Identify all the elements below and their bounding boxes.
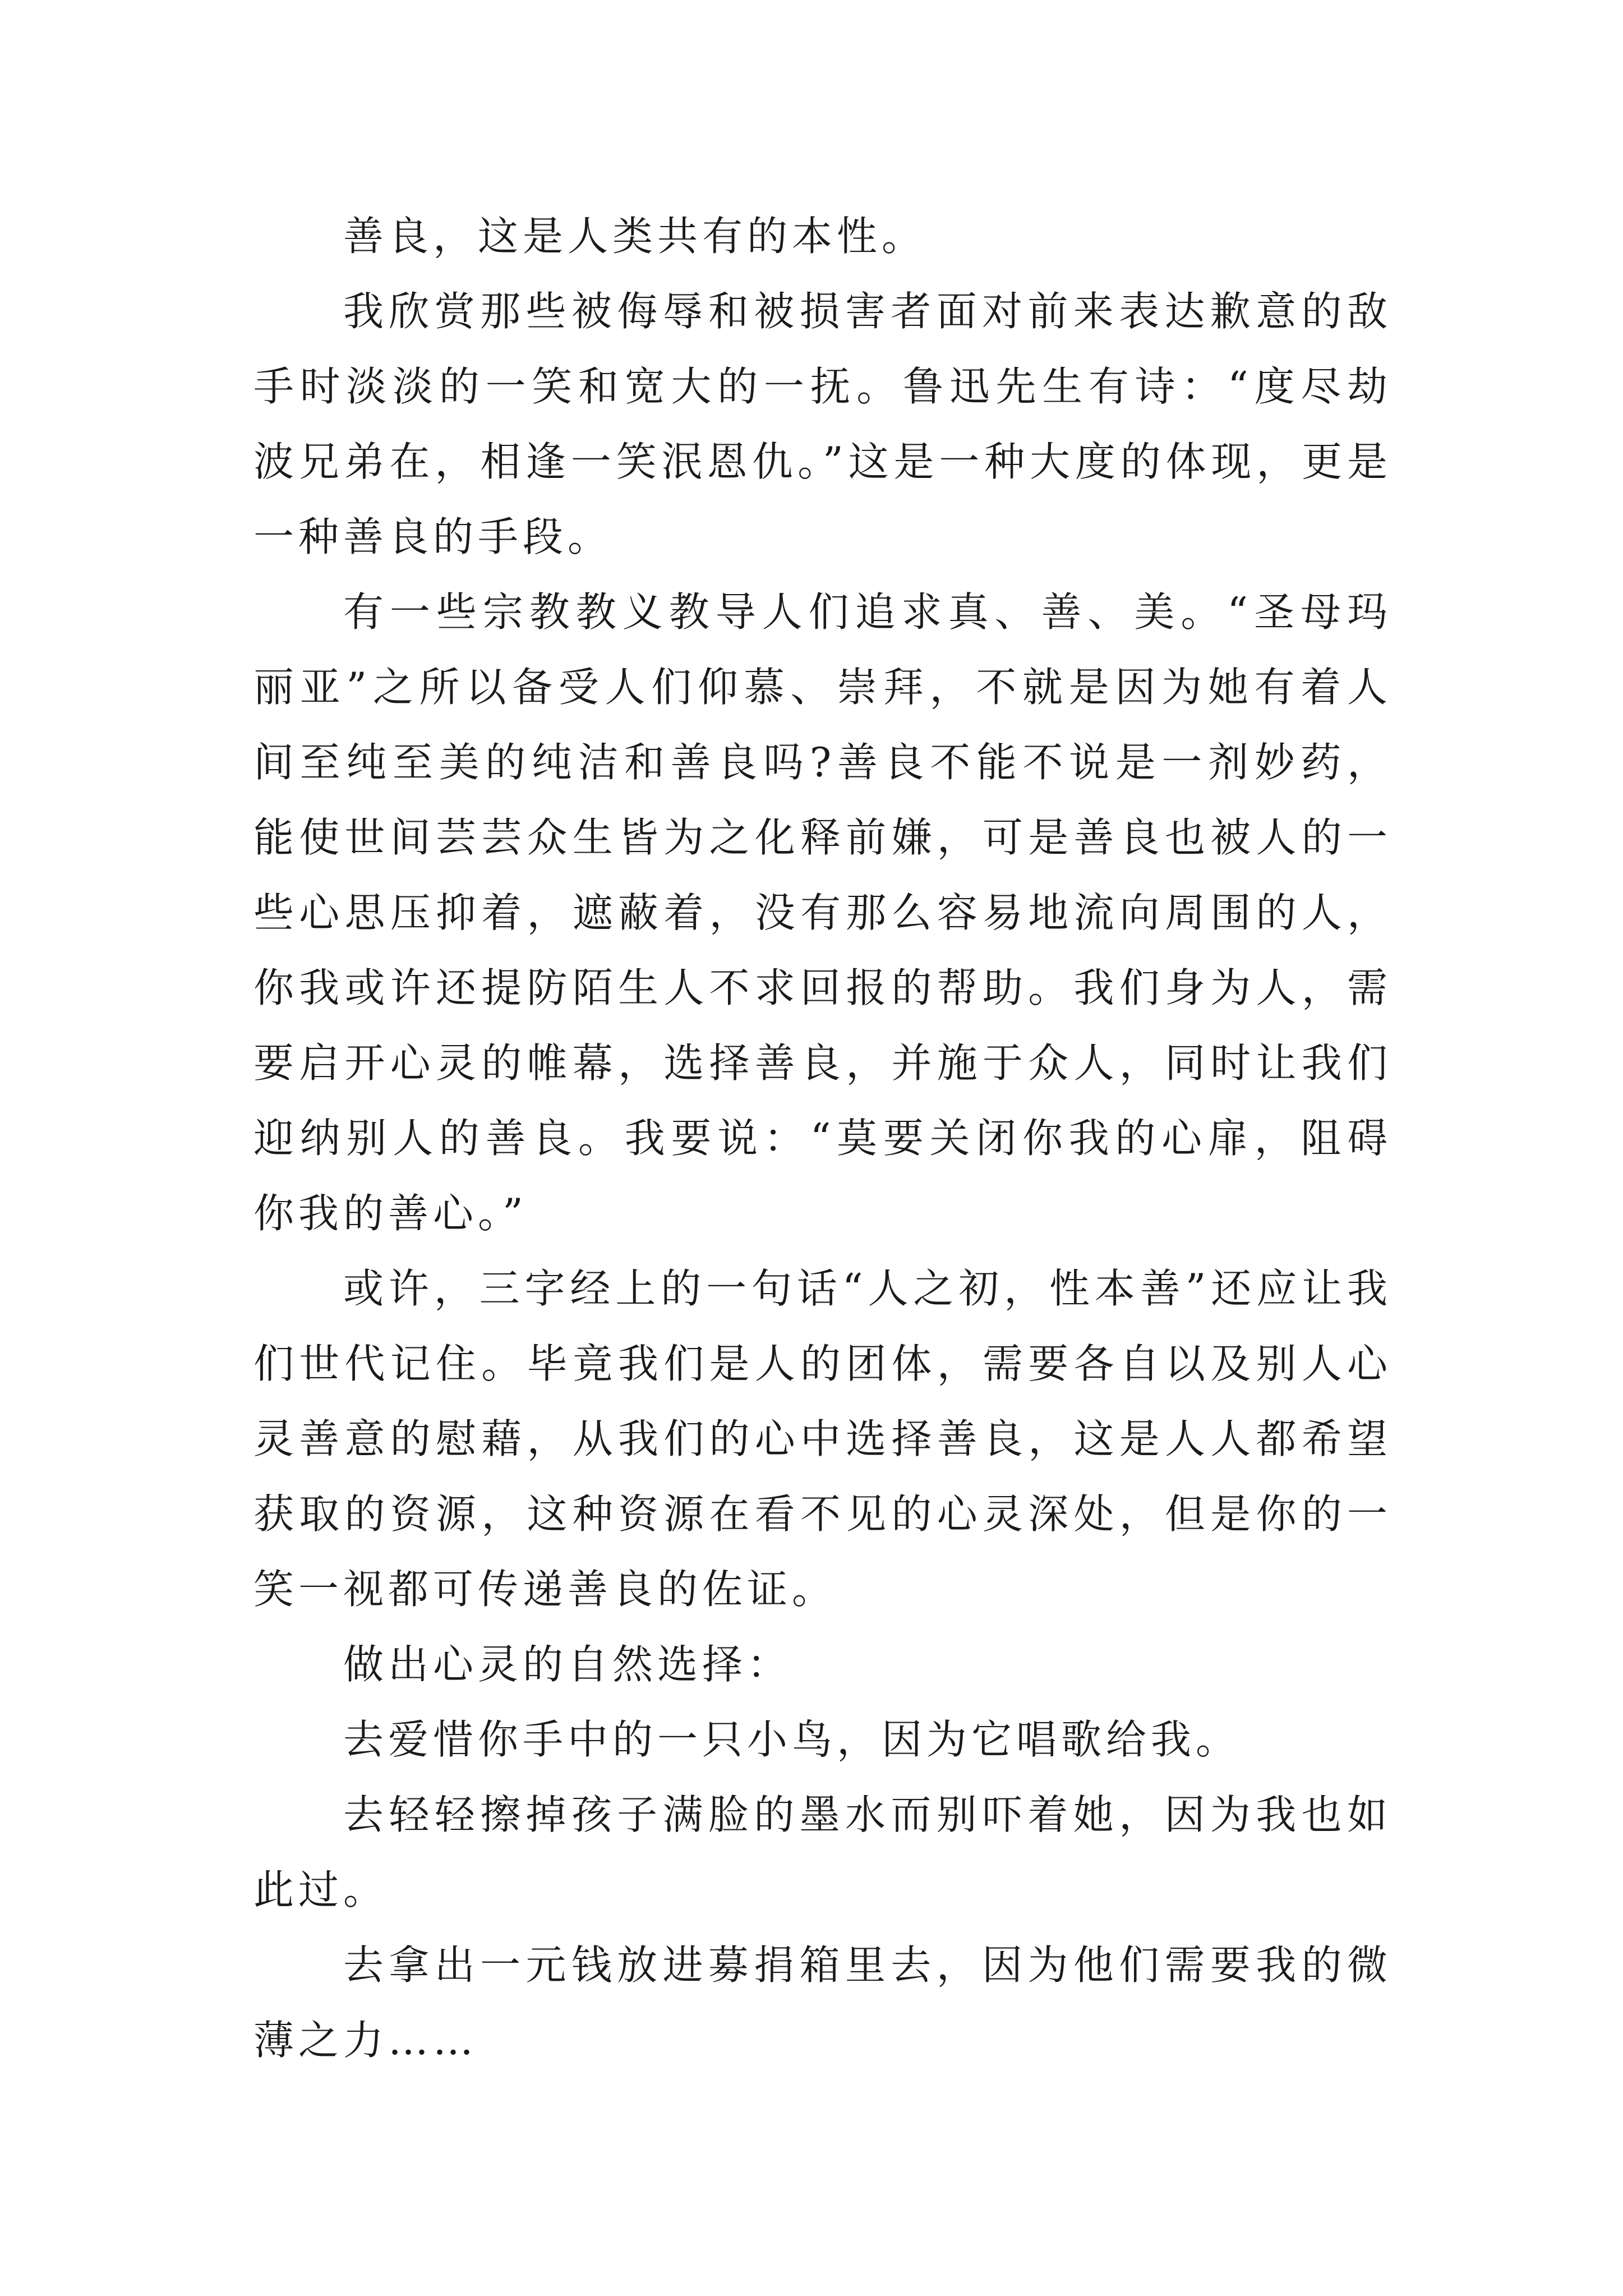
paragraph-4: 或许，三字经上的一句话“人之初，性本善”还应让我们世代记住。毕竟我们是人的团体，需要各自以及别人心灵善意的慰藉，从我们的心中选择善良，这是人人都希望获取的资源，这种资源在看不见的心灵深处，但是你的一笑一视都可传递善良的佐证。	[253, 1265, 1392, 1613]
paragraph-5: 做出心灵的自然选择：	[343, 1641, 792, 1688]
paragraph-1: 善良，这是人类共有的本性。	[343, 213, 927, 260]
paragraph-6: 去爱惜你手中的一只小鸟，因为它唱歌给我。	[343, 1716, 1241, 1763]
paragraph-7: 去轻轻擦掉孩子满脸的墨水而别吓着她，因为我也如此过。	[253, 1791, 1392, 1913]
document-body	[253, 199, 1392, 2078]
paragraph-2: 我欣赏那些被侮辱和被损害者面对前来表达歉意的敌手时淡淡的一笑和宽大的一抚。鲁迅先生有诗：“度尽劫波兄弟在，相逢一笑泯恩仇。”这是一种大度的体现，更是一种善良的手段。	[253, 288, 1392, 560]
paragraph-3: 有一些宗教教义教导人们追求真、善、美。“圣母玛丽亚”之所以备受人们仰慕、崇拜，不就是因为她有着人间至纯至美的纯洁和善良吗?善良不能不说是一剂妙药，能使世间芸芸众生皆为之化释前嫌，可是善良也被人的一些心思压抑着，遮蔽着，没有那么容易地流向周围的人，你我或许还提防陌生人不求回报的帮助。我们身为人，需要启开心灵的帷幕，选择善良，并施于众人，同时让我们迎纳别人的善良。我要说：“莫要关闭你我的心扉，阻碍你我的善心。”	[253, 588, 1392, 1237]
paragraph-8: 去拿出一元钱放进募捐箱里去，因为他们需要我的微薄之力……	[253, 1941, 1392, 2064]
